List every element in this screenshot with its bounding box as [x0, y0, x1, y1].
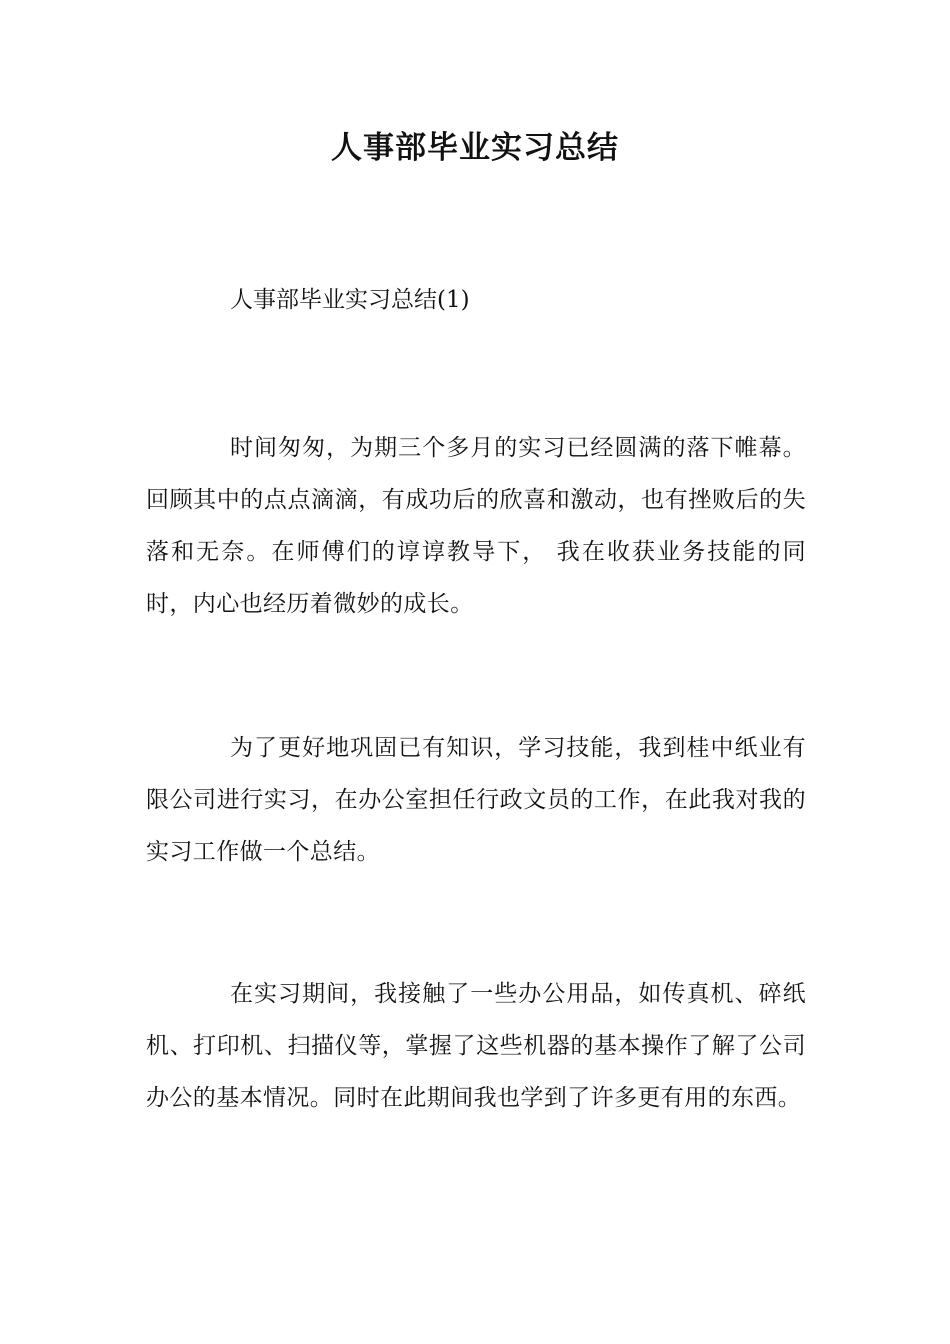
paragraph-2: 为了更好地巩固已有知识，学习技能，我到桂中纸业有限公司进行实习，在办公室担任行政文员的工作，在此我对我的实习工作做一个总结。 — [146, 735, 806, 865]
paragraph-3: 在实习期间，我接触了一些办公用品，如传真机、碎纸机、打印机、扫描仪等，掌握了这些机器的基本操作了解了公司办公的基本情况。同时在此期间我也学到了许多更有用的东西。 — [146, 981, 806, 1111]
document-title: 人事部毕业实习总结 — [331, 130, 619, 166]
section-heading: 人事部毕业实习总结(1) — [230, 287, 470, 313]
paragraph-1: 时间匆匆，为期三个多月的实习已经圆满的落下帷幕。回顾其中的点点滴滴，有成功后的欣喜和激动，也有挫败后的失落和无奈。在师傅们的谆谆教导下， 我在收获业务技能的同时，内心也经历着微妙的成长。 — [146, 435, 806, 617]
